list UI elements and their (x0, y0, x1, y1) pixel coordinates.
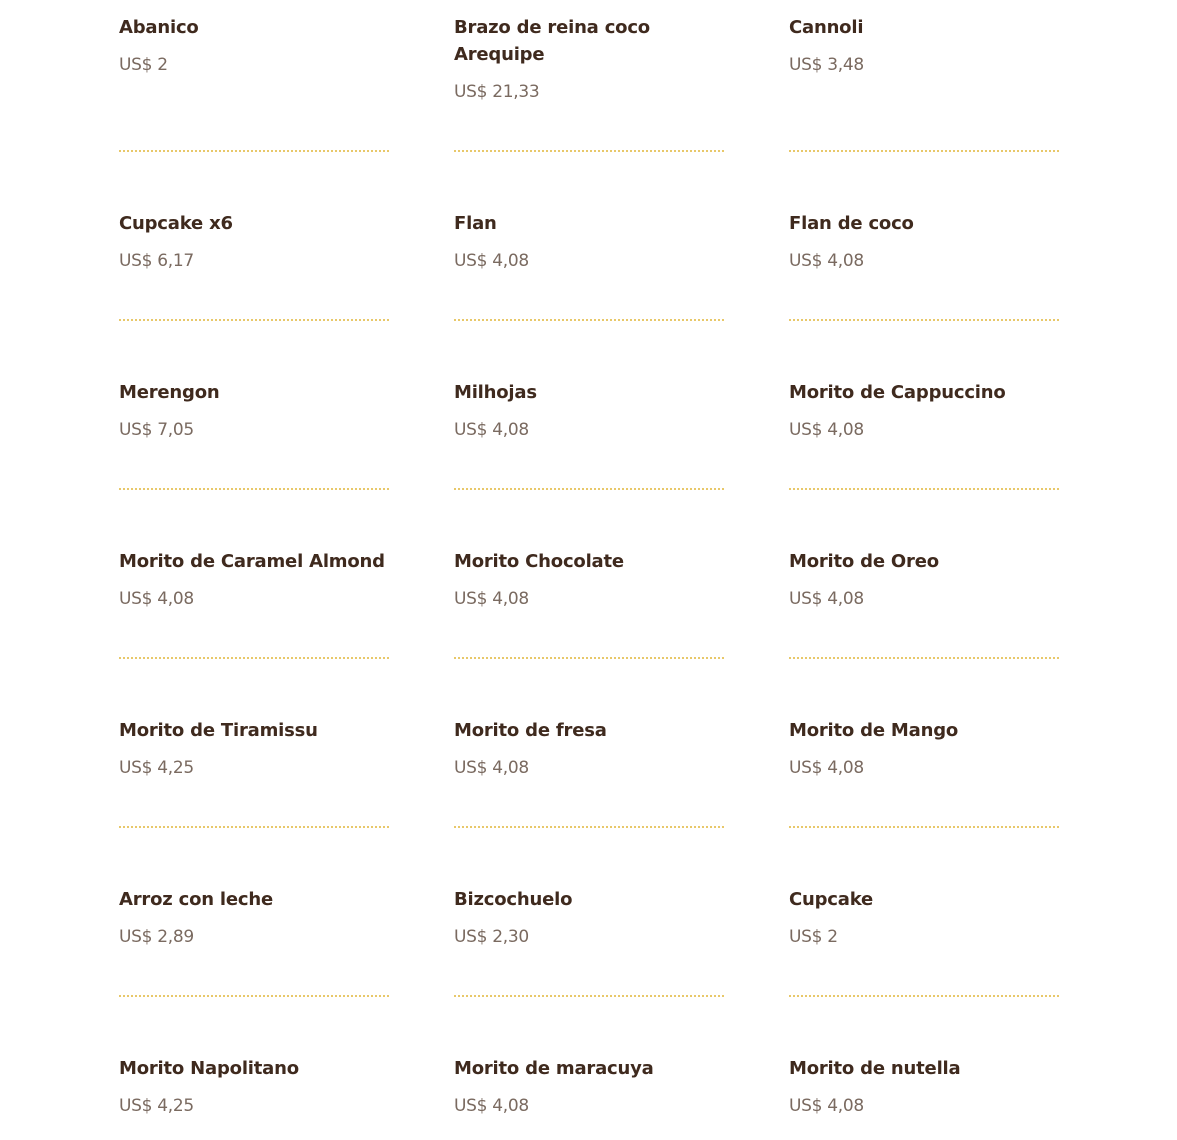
menu-item[interactable] (119, 14, 389, 77)
item-name[interactable]: Cupcake (789, 889, 874, 910)
item-name[interactable]: Arroz con leche (119, 889, 273, 910)
menu-item[interactable] (454, 1055, 724, 1118)
menu-item[interactable] (119, 548, 389, 611)
menu-item[interactable] (119, 886, 389, 949)
dotted-divider (454, 319, 724, 321)
menu-item[interactable] (454, 14, 654, 104)
menu-item[interactable] (119, 717, 389, 780)
dotted-divider (119, 319, 389, 321)
dotted-divider (454, 995, 724, 997)
menu-item[interactable] (789, 210, 1059, 273)
menu-item[interactable] (789, 379, 1059, 442)
menu-item[interactable] (789, 717, 1059, 780)
item-name[interactable]: Cannoli (789, 17, 864, 38)
item-price: US$ 6,17 (119, 251, 194, 271)
dotted-divider (119, 657, 389, 659)
menu-item[interactable] (119, 379, 389, 442)
dotted-divider (454, 826, 724, 828)
item-price: US$ 4,08 (119, 589, 194, 609)
item-name[interactable]: Flan (454, 213, 497, 234)
menu-item[interactable] (789, 1055, 1059, 1118)
item-price: US$ 4,25 (119, 758, 194, 778)
item-name[interactable]: Milhojas (454, 382, 537, 403)
menu-item[interactable] (119, 1055, 389, 1118)
dotted-divider (119, 826, 389, 828)
item-price: US$ 4,08 (789, 589, 864, 609)
item-name[interactable]: Morito de Cappuccino (789, 382, 1006, 403)
item-price: US$ 4,08 (454, 589, 529, 609)
menu-item[interactable] (454, 717, 724, 780)
dotted-divider (789, 657, 1059, 659)
item-name[interactable]: Morito de Oreo (789, 551, 939, 572)
item-price: US$ 2,89 (119, 927, 194, 947)
item-price: US$ 4,08 (789, 758, 864, 778)
item-price: US$ 4,25 (119, 1096, 194, 1116)
item-price: US$ 4,08 (789, 1096, 864, 1116)
item-price: US$ 4,08 (454, 758, 529, 778)
menu-item[interactable] (119, 210, 389, 273)
dotted-divider (119, 995, 389, 997)
menu-item[interactable] (789, 14, 1059, 77)
menu-item[interactable] (454, 379, 724, 442)
menu-item[interactable] (454, 210, 724, 273)
item-price: US$ 3,48 (789, 55, 864, 75)
item-price: US$ 4,08 (454, 1096, 529, 1116)
dotted-divider (789, 488, 1059, 490)
dotted-divider (789, 150, 1059, 152)
item-name[interactable]: Morito de nutella (789, 1058, 961, 1079)
item-name[interactable]: Morito de Caramel Almond (119, 551, 385, 572)
item-price: US$ 2 (789, 927, 838, 947)
item-name[interactable]: Bizcochuelo (454, 889, 573, 910)
item-price: US$ 2,30 (454, 927, 529, 947)
item-price: US$ 2 (119, 55, 168, 75)
menu-item[interactable] (454, 548, 724, 611)
dotted-divider (119, 150, 389, 152)
item-name[interactable]: Morito de Tiramissu (119, 720, 318, 741)
item-name[interactable]: Brazo de reina coco Arequipe (454, 17, 650, 65)
item-name[interactable]: Morito de fresa (454, 720, 607, 741)
item-name[interactable]: Morito de maracuya (454, 1058, 654, 1079)
dotted-divider (454, 657, 724, 659)
item-name[interactable]: Morito Napolitano (119, 1058, 299, 1079)
item-price: US$ 4,08 (789, 251, 864, 271)
item-name[interactable]: Cupcake x6 (119, 213, 233, 234)
menu-item[interactable] (789, 886, 1059, 949)
item-price: US$ 4,08 (454, 251, 529, 271)
menu-item[interactable] (454, 886, 724, 949)
item-name[interactable]: Morito Chocolate (454, 551, 624, 572)
dotted-divider (789, 995, 1059, 997)
item-name[interactable]: Abanico (119, 17, 199, 38)
item-name[interactable]: Flan de coco (789, 213, 914, 234)
item-name[interactable]: Merengon (119, 382, 220, 403)
item-name[interactable]: Morito de Mango (789, 720, 959, 741)
dotted-divider (789, 826, 1059, 828)
dotted-divider (454, 150, 724, 152)
item-price: US$ 4,08 (789, 420, 864, 440)
item-price: US$ 4,08 (454, 420, 529, 440)
item-price: US$ 7,05 (119, 420, 194, 440)
dotted-divider (119, 488, 389, 490)
dotted-divider (789, 319, 1059, 321)
dotted-divider (454, 488, 724, 490)
menu-item[interactable] (789, 548, 1059, 611)
item-price: US$ 21,33 (454, 82, 540, 102)
